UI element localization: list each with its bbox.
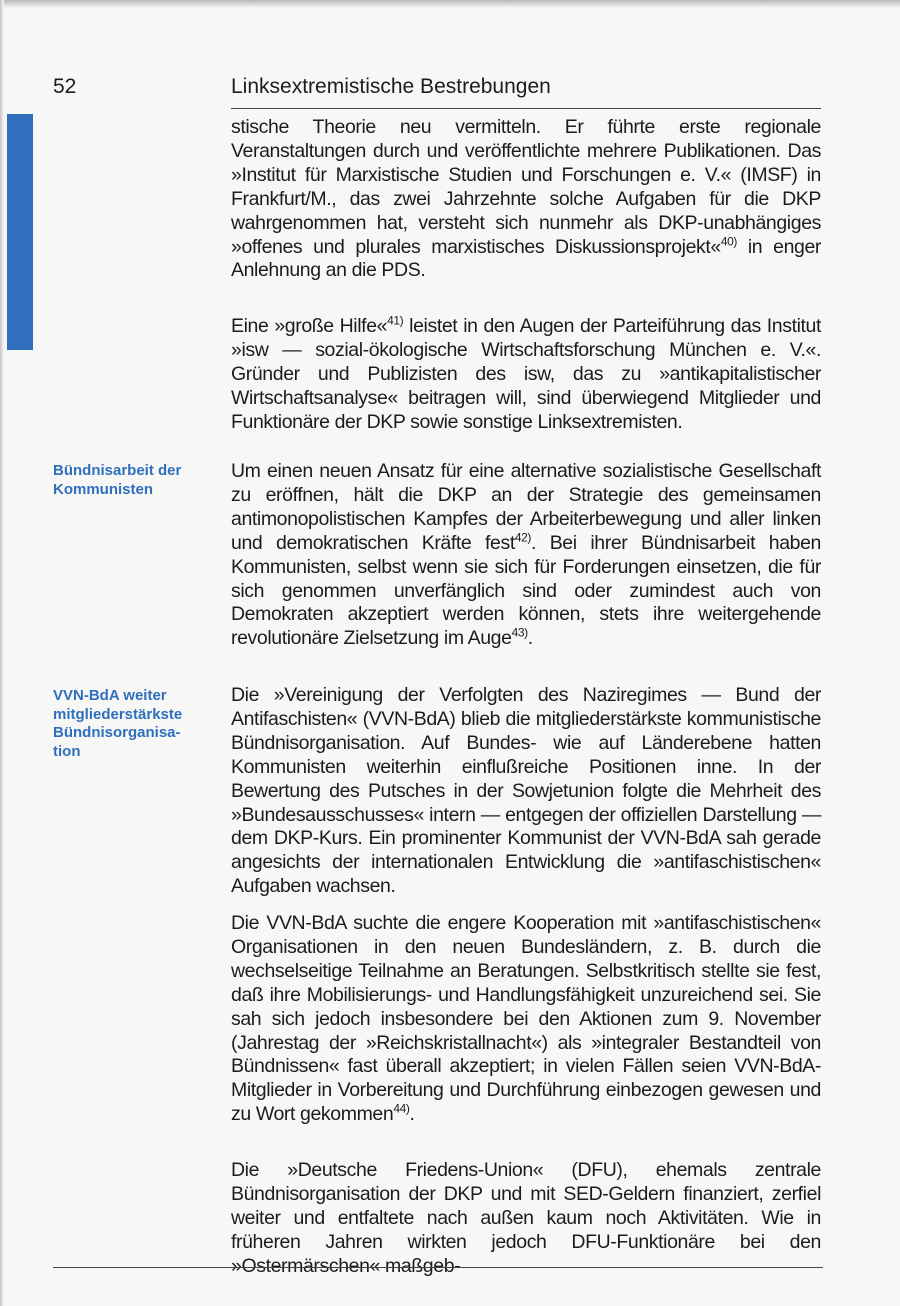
paragraph-vvn-bda xyxy=(231,684,821,899)
side-heading-vvn-bda xyxy=(53,687,213,761)
paragraph-text: in enger Anlehnung an die PDS. xyxy=(231,235,821,282)
footnote-ref-41: 41) xyxy=(387,313,404,328)
paragraph-text: Die VVN-BdA suchte die engere Kooperation mit »antifaschistischen« Organisationen in den neuen Bundesländern, z. B. durch die wechselseitige Teilnahme an Beratungen. Selbstkritisch stellte sie fest, daß ihre Mobilisierungs- und Handlungsfähigkeit unzureichend sei. Sie sah sich jedoch insbesondere bei den Aktionen zum 9. November (Jahrestag der »Reichskristallnacht«) als »integraler Bestandteil von Bündnissen« fast überall akzeptiert; in vielen Fällen seien VVN-BdA-Mitglieder in Vorbereitung und Durchführung einbezogen gewesen und zu Wort gekommen xyxy=(231,912,821,1126)
paragraph-text: leistet in den Augen der Parteiführung das Institut »isw — sozial-ökologische Wirtschaftsforschung München e. V.«. Gründer und Publizisten des isw, das zu »antikapitalistischer Wirtschaftsanalyse« beitragen will, sind überwiegend Mitglieder und Funktionäre der DKP sowie sonstige Linksextremisten. xyxy=(231,315,821,433)
paragraph-dfu xyxy=(231,1159,821,1279)
paragraph-text: . xyxy=(527,627,533,650)
side-heading-line: mitgliederstärkste xyxy=(53,705,183,723)
running-title: Linksextremistische Bestrebungen xyxy=(231,75,551,98)
paragraph-text: . Bei ihrer Bündnisarbeit haben Kommunisten, selbst wenn sie sich für Forderungen einsetzen, die für sich genommen unverfänglich sind oder zumindest auch von Demokraten akzeptiert werden können, stets ihre weitergehende revolutionäre Zielsetzung im Auge xyxy=(231,531,821,650)
paragraph-imsf xyxy=(231,116,821,283)
page-number: 52 xyxy=(53,75,77,98)
paragraph-text: Die »Vereinigung der Verfolgten des Naziregimes — Bund der Antifaschisten« (VVN-BdA) blieb die mitgliederstärkste kommunistische Bündnisorganisation. Auf Bundes- wie auf Länderebene hatten Kommunisten weiterhin einflußreiche Positionen inne. In der Bewertung des Putsches in der Sowjetunion folgte die Mehrheit des »Bundesausschusses« intern — entgegen der offiziellen Darstellung — dem DKP-Kurs. Ein prominenter Kommunist der VVN-BdA sah gerade angesichts der internationalen Entwicklung die »antifaschistischen« Aufgaben wachsen. xyxy=(231,684,821,898)
paragraph-text: stische Theorie neu vermitteln. Er führte erste regionale Veranstaltungen durch und veröffentlichte mehrere Publikationen. Das »Institut für Marxistische Studien und Forschungen e. V.« (IMSF) in Frankfurt/M., das zwei Jahrzehnte solche Aufgaben für die DKP wahrgenommen hat, versteht sich nunmehr als DKP-unabhängiges »offenes und plurales marxistisches Diskussionsprojekt« xyxy=(231,116,821,258)
side-heading-line: tion xyxy=(53,742,81,760)
paragraph-text: Um einen neuen Ansatz für eine alternative sozialistische Gesellschaft zu eröffnen, hält die DKP an der Strategie des gemeinsamen antimonopolistischen Kampfes der Arbeiterbewegung und aller linken und demokratischen Kräfte fest xyxy=(231,460,821,554)
footer-rule xyxy=(53,1267,823,1268)
chapter-marker-bar xyxy=(7,114,33,350)
paragraph-text: . xyxy=(409,1103,415,1126)
paragraph-text: Die »Deutsche Friedens-Union« (DFU), ehemals zentrale Bündnisorganisation der DKP und mit SED-Geldern finanziert, zerfiel weiter und entfaltete nach außen kaum noch Aktivitäten. Wie in früheren Jahren wirkten jedoch DFU-Funktionäre bei den »Ostermärschen« maßgeb- xyxy=(231,1159,821,1277)
scan-shadow-top xyxy=(0,0,900,8)
side-heading-line: Kommunisten xyxy=(53,480,154,498)
scan-shadow-left xyxy=(0,0,4,1306)
paragraph-buendnisarbeit xyxy=(231,460,821,651)
paragraph-text: Eine »große Hilfe« xyxy=(231,315,388,337)
footnote-ref-43: 43) xyxy=(511,625,528,640)
footnote-ref-42: 42) xyxy=(514,530,532,545)
footnote-ref-40: 40) xyxy=(720,234,738,249)
side-heading-line: VVN-BdA weiter xyxy=(53,687,167,704)
side-heading-line: Bündnisorganisa- xyxy=(53,724,181,741)
side-heading-buendnisarbeit xyxy=(53,462,213,499)
side-heading-line: Bündnisarbeit der xyxy=(53,462,182,479)
footnote-ref-44: 44) xyxy=(393,1101,410,1116)
header-rule xyxy=(231,108,821,109)
paragraph-isw xyxy=(231,315,821,435)
paragraph-kooperation xyxy=(231,912,821,1127)
